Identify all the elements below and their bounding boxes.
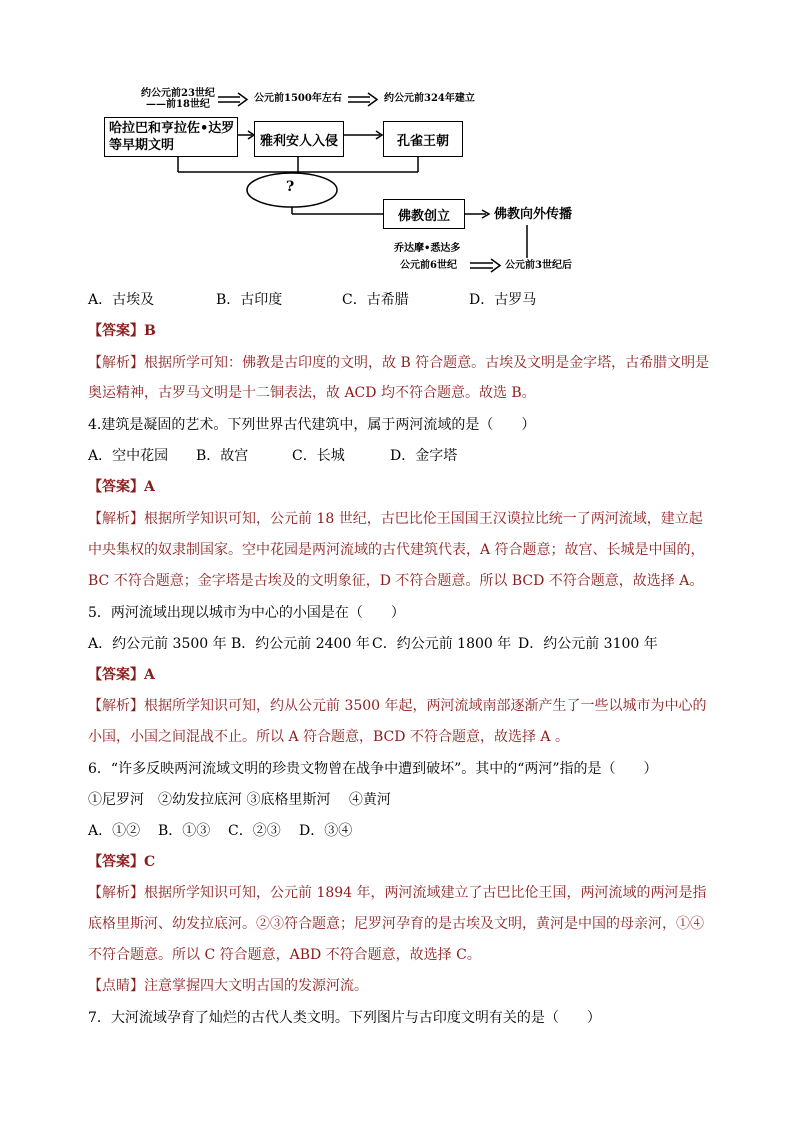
q5-answer: 【答案】A [88, 667, 155, 683]
q3-answer: 【答案】B [88, 323, 156, 339]
q4-answer: 【答案】A [88, 479, 155, 495]
q4-stem: 4.建筑是凝固的艺术。下列世界古代建筑中，属于两河流域的是（ ） [88, 417, 536, 433]
q3-analysis-line-1: 【解析】根据所学可知：佛教是古印度的文明，故 B 符合题意。古埃及文明是金字塔，古希腊文明是 [88, 355, 710, 371]
q7-stem: 7．大河流域孕育了灿烂的古代人类文明。下列图片与古印度文明有关的是（ ） [88, 1010, 601, 1026]
q6-analysis-line-2: 底格里斯河、幼发拉底河。②③符合题意；尼罗河孕育的是古埃及文明，黄河是中国的母亲河，①④ [88, 916, 704, 932]
q6-options [88, 822, 352, 840]
q4-option-a[interactable]: A．空中花园 [88, 448, 169, 464]
q6-tip: 【点睛】注意掌握四大文明古国的发源河流。 [88, 978, 368, 994]
q6-stem: 6．“许多反映两河流域文明的珍贵文物曾在战争中遭到破坏”。其中的“两河”指的是（ ） [88, 761, 658, 777]
q3-option-a[interactable]: A．古埃及 [88, 292, 155, 308]
diagram-siddhartha-label: 乔达摩•悉达多 [394, 243, 461, 254]
q4-analysis-line-2: 中央集权的奴隶制国家。空中花园是两河流域的古代建筑代表，A 符合题意；故宫、长城是中国的， [88, 542, 705, 558]
diagram-time-label-3: 公元前1500年左右 [254, 93, 342, 104]
q5-option-c[interactable]: C．约公元前 1800 年 [372, 636, 512, 652]
q5-stem: 5．两河流域出现以城市为中心的小国是在（ ） [88, 605, 405, 621]
q6-answer: 【答案】C [88, 854, 156, 870]
diagram-time-label-4: 约公元前324年建立 [384, 93, 475, 104]
q3-option-b[interactable]: B．古印度 [216, 292, 283, 308]
q6-option-d[interactable]: D．③④ [299, 823, 353, 839]
diagram-time-label-2: ——前18世纪 [146, 99, 210, 110]
diagram-question-mark: ? [286, 179, 295, 195]
q6-option-b[interactable]: B．①③ [158, 823, 211, 839]
q6-option-c[interactable]: C．②③ [228, 823, 281, 839]
diagram-6th-century-label: 公元前6世纪 [400, 260, 457, 271]
q6-option-a[interactable]: A．①② [88, 823, 141, 839]
q6-items: ①尼罗河 ②幼发拉底河 ③底格里斯河 ④黄河 [88, 792, 391, 808]
diagram-3rd-century-label: 公元前3世纪后 [505, 260, 572, 271]
q3-option-c[interactable]: C．古希腊 [342, 292, 409, 308]
q5-option-b[interactable]: B．约公元前 2400 年 [231, 636, 370, 652]
q3-options [88, 291, 536, 309]
q4-options [88, 447, 457, 465]
q5-analysis-line-2: 小国，小国之间混战不止。所以 A 符合题意，BCD 不符合题意，故选择 A 。 [88, 729, 569, 745]
q3-option-d[interactable]: D．古罗马 [469, 292, 537, 308]
q5-option-a[interactable]: A．约公元前 3500 年 [88, 636, 227, 652]
q6-analysis-line-3: 不符合题意。所以 C 符合题意，ABD 不符合题意，故选择 C。 [88, 947, 481, 963]
diagram-box-early-civilization [104, 117, 238, 157]
q5-options [88, 635, 658, 653]
q6-analysis-line-1: 【解析】根据所学知识可知，公元前 1894 年，两河流域建立了古巴比伦王国，两河流域的两河是指 [88, 885, 707, 901]
diagram-box-buddhism-founded: 佛教创立 [383, 199, 465, 229]
q5-analysis-line-1: 【解析】根据所学知识可知，约从公元前 3500 年起，两河流域南部逐渐产生了一些以城市为中心的 [88, 698, 707, 714]
diagram-time-label-1: 约公元前23世纪 [141, 88, 215, 99]
diagram-box-aryan-invasion: 雅利安人入侵 [254, 121, 344, 157]
diagram-box-1-line-2: 等早期文明 [109, 138, 175, 153]
diagram-box-maurya-dynasty: 孔雀王朝 [383, 121, 463, 157]
india-civilization-diagram [0, 0, 794, 290]
q4-analysis-line-1: 【解析】根据所学知识可知，公元前 18 世纪，古巴比伦王国国王汉谟拉比统一了两河流域，建立起 [88, 511, 703, 527]
q4-analysis-line-3: BC 不符合题意；金字塔是古埃及的文明象征，D 不符合题意。所以 BCD 不符合题意，故选择 A。 [88, 573, 704, 589]
q3-analysis-line-2: 奥运精神，古罗马文明是十二铜表法，故 ACD 均不符合题意。故选 B。 [88, 385, 536, 401]
q4-option-d[interactable]: D．金字塔 [390, 448, 458, 464]
q5-option-d[interactable]: D．约公元前 3100 年 [518, 636, 658, 652]
q4-option-c[interactable]: C．长城 [292, 448, 345, 464]
q4-option-b[interactable]: B．故宫 [196, 448, 249, 464]
diagram-buddhism-spread: 佛教向外传播 [494, 207, 573, 222]
diagram-box-1-line-1: 哈拉巴和亨拉佐•达罗 [109, 121, 235, 136]
